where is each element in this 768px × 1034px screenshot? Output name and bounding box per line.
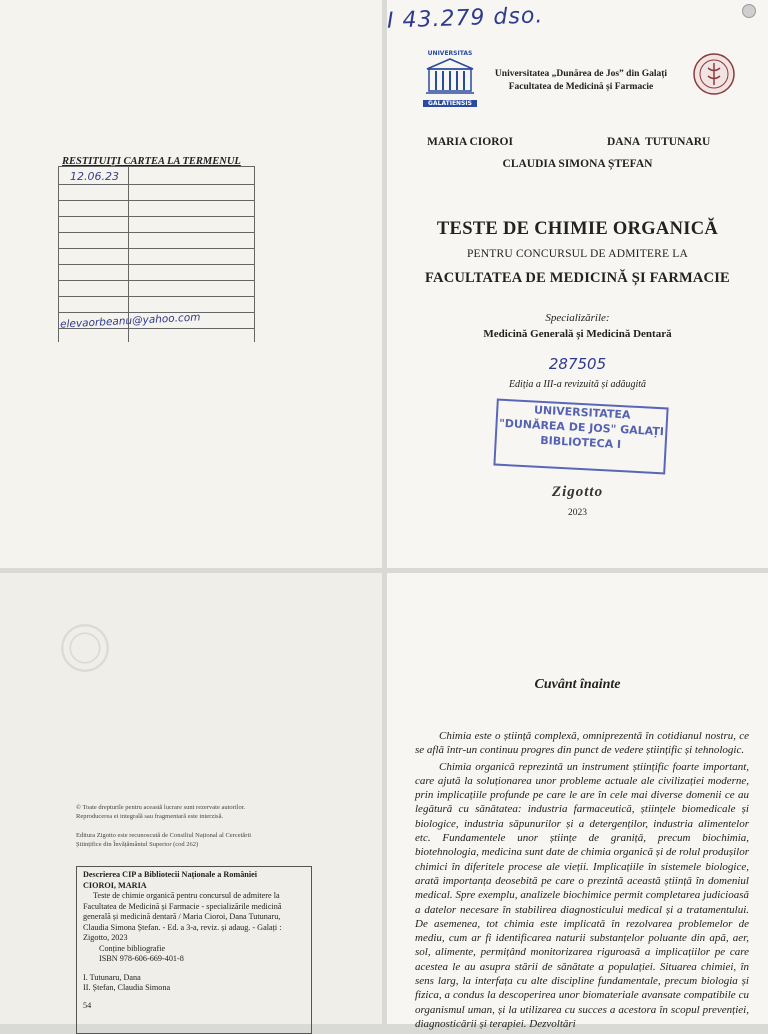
page-inside-cover [0,0,382,568]
foreword-paragraph: Chimia este o știință complexă, omniprezentă în cotidianul nostru, ce se află într-un continuu progres din punct de vedere științific și tehnologic. [415,730,749,757]
logo-top-text: UNIVERSITAS [427,50,473,57]
cip-description: Facultatea de Medicină și Farmacie - specializările medicină [83,901,282,911]
card-line [58,200,254,201]
cip-classification-code: 54 [83,1000,92,1010]
inventory-number-note: I 43.279 dso. [387,3,544,34]
rights-line-2: Reproducerea ei integrală sau fragmentară este interzisă. [76,813,224,820]
card-line [58,232,254,233]
card-return-date: 12.06.23 [70,170,119,183]
publisher-note [76,831,251,849]
publication-year: 2023 [568,508,587,518]
book-title: TESTE DE CHIMIE ORGANICĂ [436,219,719,239]
card-border-left [58,166,59,342]
publisher-logo: Zigotto [551,484,604,500]
rights-notice [76,803,245,821]
university-logo [423,50,477,108]
card-title: RESTITUIȚI CARTEA LA TERMENUL [62,156,241,167]
author-left: MARIA CIOROI [427,136,513,148]
cip-added-author: II. Ștefan, Claudia Simona [83,983,171,992]
stamp-line-2: "DUNĂREA DE JOS" GALAȚI [498,416,665,439]
cip-isbn: ISBN 978-606-669-401-8 [99,954,184,963]
cip-record [76,866,312,1034]
cip-added-author: I. Tutunaru, Dana [83,972,141,982]
show-through-seal-icon [60,623,110,673]
handwritten-email: elevaorbeanu@yahoo.com [59,311,201,331]
return-date-card [58,152,254,342]
handwritten-accession-number: 287505 [548,355,607,373]
institution-name: Universitatea „Dunărea de Jos” din Galați [494,69,668,79]
card-line [58,248,254,249]
card-line [58,264,254,265]
logo-bottom-text: GALATIENSIS [423,100,477,107]
book-faculty: FACULTATEA DE MEDICINĂ ȘI FARMACIE [425,270,730,286]
card-line [58,166,254,167]
cip-header: Descrierea CIP a Bibliotecii Naționale a României [83,870,258,879]
stamp-line-3: BIBLIOTECA I [539,433,622,452]
specializations-label: Specializările: [545,312,610,324]
stamp-line-1: UNIVERSITATEA [533,403,631,422]
university-building-icon [423,57,477,95]
card-border-right [254,166,255,342]
book-subtitle: PENTRU CONCURSUL DE ADMITERE LA [466,248,689,260]
faculty-name: Facultatea de Medicină și Farmacie [508,82,654,92]
author-right: DANA TUTUNARU [607,136,711,148]
publisher-note-line-2: Științifice din Învățământul Superior (cod 262) [76,841,199,848]
cip-description-first: Teste de chimie organică pentru concursul de admitere la [93,891,280,900]
author-center: CLAUDIA SIMONA ȘTEFAN [502,158,653,170]
library-stamp [493,399,668,475]
card-line [58,216,254,217]
page-corner-mark [742,4,756,18]
card-line [58,184,254,185]
cip-description: Claudia Simona Ștefan. - Ed. a 3-a, reviz. și adaug. - Galați : [83,922,282,932]
faculty-seal-icon [692,52,736,96]
specializations-value: Medicină Generală și Medicină Dentară [483,328,672,340]
cip-bibliography: Conține bibliografie [99,943,166,953]
institution-block [483,68,679,94]
cip-description: Zigotto, 2023 [83,933,128,942]
page-title [387,0,768,568]
card-line [58,296,254,297]
foreword-body [415,729,749,1033]
foreword-heading: Cuvânt înainte [534,677,621,692]
edition-line: Ediția a III-a revizuită și adăugită [508,379,647,390]
cip-description: generală și medicină dentară / Maria Cioroi, Dana Tutunaru, [83,912,281,921]
publisher-note-line-1: Editura Zigotto este recunoscută de Consiliul Național al Cercetării [76,832,252,839]
rights-line-1: © Toate drepturile pentru această lucrare sunt rezervate autorilor. [76,804,246,811]
cip-main-author: CIOROI, MARIA [83,880,147,890]
card-line [58,280,254,281]
foreword-paragraph: Chimia organică reprezintă un instrument științific foarte important, care ajută la soluționarea unor probleme actuale ale civilizației moderne, prin implicațiile profunde pe care le are în cele mai diverse domenii ce au legătură cu sănătatea: industria farmaceutică, științele biomedicale și biologice, industria săpunurilor și a detergenților, industria alimentelor etc. Fundamentele unor științe de graniță, precum biochimia, biotehnologia, medicina sunt date de chimia organică și de rolul produșilor chimici în diferitele procese ale vieții. Implicațiile în sistemele biologice, arată importanța deosebită pe care o prezintă această știință în domeniul medical. Spre exemplu, analizele biochimice permit completarea judicioasă a datelor necesare în stabilirea diagnosticului medical și a tratamentului. De asemenea, tot chimia este implicată în rezolvarea problemelor de mediu, cum ar fi identificarea naturii substanțelor poluante din apă, aer, sol, alimente, permițând monitorizarea riguroasă a implicațiilor pe care acestea le au asupra stării de sănătate a populației. Situarea chimiei, în sens larg, la interfața cu alte discipline fundamentale, precum biologia și fizica, a condus la descoperirea unor biomateriale avansate compatibile cu organismul uman, și la utilizarea cu succes a acestora în scopul prevenției, diagnosticării și terapiei. Dezvoltări [415,760,749,1030]
